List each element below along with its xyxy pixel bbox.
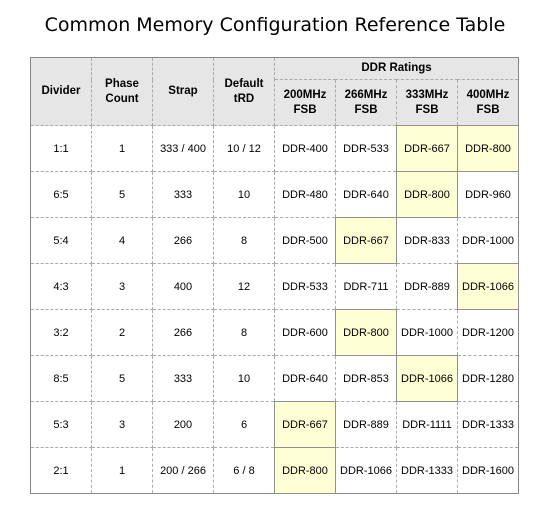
fsb-speed: 200MHz	[283, 88, 327, 101]
fsb-speed: 400MHz	[466, 88, 510, 101]
ddr-rating-cell: DDR-800	[275, 448, 336, 494]
strap-cell: 400	[153, 264, 214, 310]
table-row	[31, 264, 519, 310]
ddr-rating-cell: DDR-533	[275, 264, 336, 310]
divider-cell: 5:4	[31, 218, 92, 264]
strap-cell: 200 / 266	[153, 448, 214, 494]
divider-cell: 3:2	[31, 310, 92, 356]
ddr-rating-cell: DDR-667	[397, 126, 458, 172]
ddr-rating-cell: DDR-853	[336, 356, 397, 402]
ddr-rating-cell: DDR-711	[336, 264, 397, 310]
divider-cell: 5:3	[31, 402, 92, 448]
ddr-rating-cell: DDR-667	[275, 402, 336, 448]
ddr-rating-cell: DDR-1333	[397, 448, 458, 494]
table-row	[31, 310, 519, 356]
header-ddr-ratings: DDR Ratings	[275, 58, 519, 80]
divider-cell: 1:1	[31, 126, 92, 172]
default-trd-cell: 8	[214, 310, 275, 356]
ddr-rating-cell: DDR-400	[275, 126, 336, 172]
ddr-rating-cell: DDR-667	[336, 218, 397, 264]
divider-cell: 6:5	[31, 172, 92, 218]
default-trd-cell: 6 / 8	[214, 448, 275, 494]
phase-count-cell: 1	[92, 448, 153, 494]
header-fsb-3	[458, 80, 519, 126]
ddr-rating-cell: DDR-533	[336, 126, 397, 172]
ddr-rating-cell: DDR-960	[458, 172, 519, 218]
ddr-rating-cell: DDR-800	[397, 172, 458, 218]
ddr-rating-cell: DDR-640	[275, 356, 336, 402]
phase-count-cell: 4	[92, 218, 153, 264]
header-trd-line1: Default	[224, 77, 264, 90]
header-phase-line2: Count	[105, 92, 139, 105]
fsb-label: FSB	[476, 103, 500, 116]
memory-config-table	[30, 57, 519, 494]
ddr-rating-cell: DDR-1111	[397, 402, 458, 448]
table-row	[31, 402, 519, 448]
page-title: Common Memory Configuration Reference Table	[44, 14, 506, 36]
fsb-label: FSB	[293, 103, 317, 116]
strap-cell: 200	[153, 402, 214, 448]
fsb-speed: 266MHz	[344, 88, 388, 101]
table-row	[31, 126, 519, 172]
header-trd-line2: tRD	[233, 92, 255, 105]
default-trd-cell: 10 / 12	[214, 126, 275, 172]
divider-cell: 2:1	[31, 448, 92, 494]
phase-count-cell: 5	[92, 172, 153, 218]
phase-count-cell: 5	[92, 356, 153, 402]
strap-cell: 333 / 400	[153, 126, 214, 172]
header-fsb-0	[275, 80, 336, 126]
ddr-rating-cell: DDR-800	[336, 310, 397, 356]
phase-count-cell: 3	[92, 402, 153, 448]
ddr-rating-cell: DDR-1333	[458, 402, 519, 448]
ddr-rating-cell: DDR-480	[275, 172, 336, 218]
table-row	[31, 218, 519, 264]
ddr-rating-cell: DDR-500	[275, 218, 336, 264]
ddr-rating-cell: DDR-889	[336, 402, 397, 448]
header-fsb-2	[397, 80, 458, 126]
ddr-rating-cell: DDR-1280	[458, 356, 519, 402]
phase-count-cell: 3	[92, 264, 153, 310]
ddr-rating-cell: DDR-1000	[397, 310, 458, 356]
ddr-rating-cell: DDR-1066	[336, 448, 397, 494]
table-row	[31, 172, 519, 218]
strap-cell: 266	[153, 218, 214, 264]
ddr-rating-cell: DDR-640	[336, 172, 397, 218]
default-trd-cell: 8	[214, 218, 275, 264]
header-strap: Strap	[153, 58, 214, 126]
fsb-label: FSB	[354, 103, 378, 116]
header-phase-line1: Phase	[105, 77, 139, 90]
header-divider: Divider	[31, 58, 92, 126]
ddr-rating-cell: DDR-1600	[458, 448, 519, 494]
ddr-rating-cell: DDR-800	[458, 126, 519, 172]
phase-count-cell: 2	[92, 310, 153, 356]
table-row	[31, 448, 519, 494]
ddr-rating-cell: DDR-1066	[397, 356, 458, 402]
strap-cell: 266	[153, 310, 214, 356]
default-trd-cell: 10	[214, 172, 275, 218]
strap-cell: 333	[153, 356, 214, 402]
table-row	[31, 356, 519, 402]
default-trd-cell: 6	[214, 402, 275, 448]
default-trd-cell: 10	[214, 356, 275, 402]
phase-count-cell: 1	[92, 126, 153, 172]
ddr-rating-cell: DDR-889	[397, 264, 458, 310]
header-default-trd	[214, 58, 275, 126]
fsb-speed: 333MHz	[405, 88, 449, 101]
ddr-rating-cell: DDR-1000	[458, 218, 519, 264]
ddr-rating-cell: DDR-600	[275, 310, 336, 356]
header-phase-count	[92, 58, 153, 126]
ddr-rating-cell: DDR-833	[397, 218, 458, 264]
default-trd-cell: 12	[214, 264, 275, 310]
divider-cell: 8:5	[31, 356, 92, 402]
ddr-rating-cell: DDR-1066	[458, 264, 519, 310]
ddr-rating-cell: DDR-1200	[458, 310, 519, 356]
header-fsb-1	[336, 80, 397, 126]
strap-cell: 333	[153, 172, 214, 218]
fsb-label: FSB	[415, 103, 439, 116]
divider-cell: 4:3	[31, 264, 92, 310]
